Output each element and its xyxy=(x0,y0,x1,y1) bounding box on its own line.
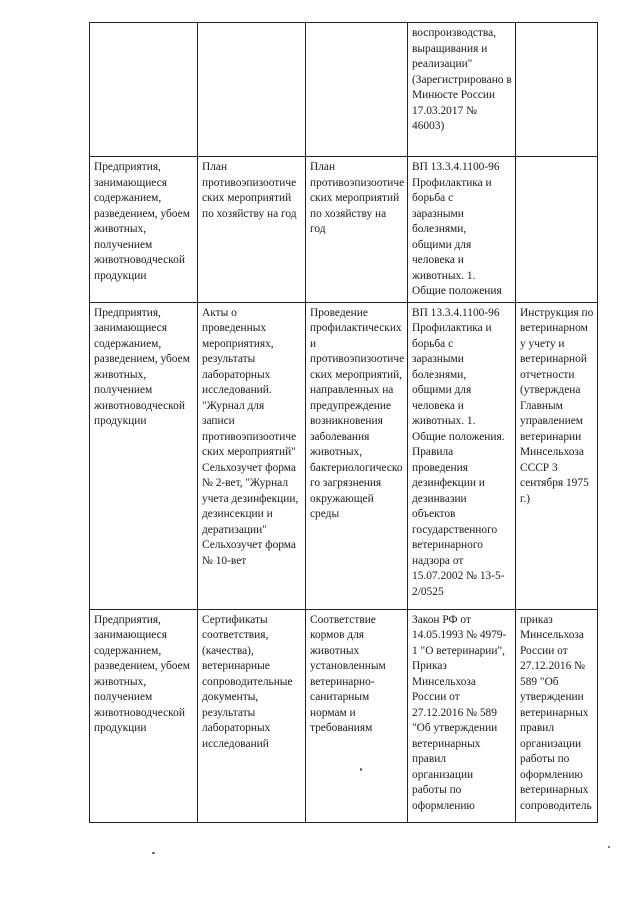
table-cell xyxy=(516,157,598,303)
table-cell: План противоэпизоотиче ских мероприятий по хозяйству на год xyxy=(306,157,408,303)
table-cell: Акты о проведенных мероприятиях, результаты лабораторных исследований. "Журнал для записи противоэпизоотиче ских мероприятий" Сельхозучет форма № 2-вет, "Журнал учета дезинфекции, дезинсекции и дератизации" Сельхозучет форма № 10-вет xyxy=(198,302,306,609)
scan-speck xyxy=(152,852,155,854)
table-cell xyxy=(90,23,198,157)
table-cell: Предприятия, занимающиеся содержанием, разведением, убоем животных, получением животноводческой продукции xyxy=(90,302,198,609)
table-cell: Инструкция по ветеринарном у учету и ветеринарной отчетности (утверждена Главным управлением ветеринарии Минсельхоза СССР 3 сентября 1975 г.) xyxy=(516,302,598,609)
table-cell xyxy=(198,23,306,157)
scan-speck xyxy=(360,768,362,771)
table-cell: Проведение профилактических и противоэпизоотиче ских мероприятий, направленных на предупреждение возникновения заболевания животных, бактериологическо го загрязнения окружающей среды xyxy=(306,302,408,609)
table-row xyxy=(90,609,598,822)
table-cell: Закон РФ от 14.05.1993 № 4979- 1 "О ветеринарии", Приказ Минсельхоза России от 27.12.2016 № 589 "Об утверждении ветеринарных правил организации работы по оформлению xyxy=(408,609,516,822)
table-row xyxy=(90,23,598,157)
table-cell: ВП 13.3.4.1100-96 Профилактика и борьба с заразными болезнями, общими для человека и животных. 1. Общие положения. Правила проведения дезинфекции и дезинвазии объектов государственного ветеринарного надзора от 15.07.2002 № 13-5- 2/0525 xyxy=(408,302,516,609)
table-cell: воспроизводства, выращивания и реализации" (Зарегистрировано в Минюсте России 17.03.2017 № 46003) xyxy=(408,23,516,157)
table-cell: Сертификаты соответствия, (качества), ветеринарные сопроводительные документы, результаты лабораторных исследований xyxy=(198,609,306,822)
table-cell: План противоэпизоотиче ских мероприятий по хозяйству на год xyxy=(198,157,306,303)
table-cell: Соответствие кормов для животных установленным ветеринарно- санитарным нормам и требованиям xyxy=(306,609,408,822)
table-row xyxy=(90,302,598,609)
table-cell: Предприятия, занимающиеся содержанием, разведением, убоем животных, получением животноводческой продукции xyxy=(90,157,198,303)
table-cell xyxy=(516,23,598,157)
table-cell: Предприятия, занимающиеся содержанием, разведением, убоем животных, получением животноводческой продукции xyxy=(90,609,198,822)
scan-speck xyxy=(608,846,610,848)
table-cell xyxy=(306,23,408,157)
table-cell: ВП 13.3.4.1100-96 Профилактика и борьба с заразными болезнями, общими для человека и животных. 1. Общие положения xyxy=(408,157,516,303)
table-row xyxy=(90,157,598,303)
regulation-table xyxy=(89,22,598,823)
table-cell: приказ Минсельхоза России от 27.12.2016 № 589 "Об утверждении ветеринарных правил организации работы по оформлению ветеринарных сопроводитель xyxy=(516,609,598,822)
